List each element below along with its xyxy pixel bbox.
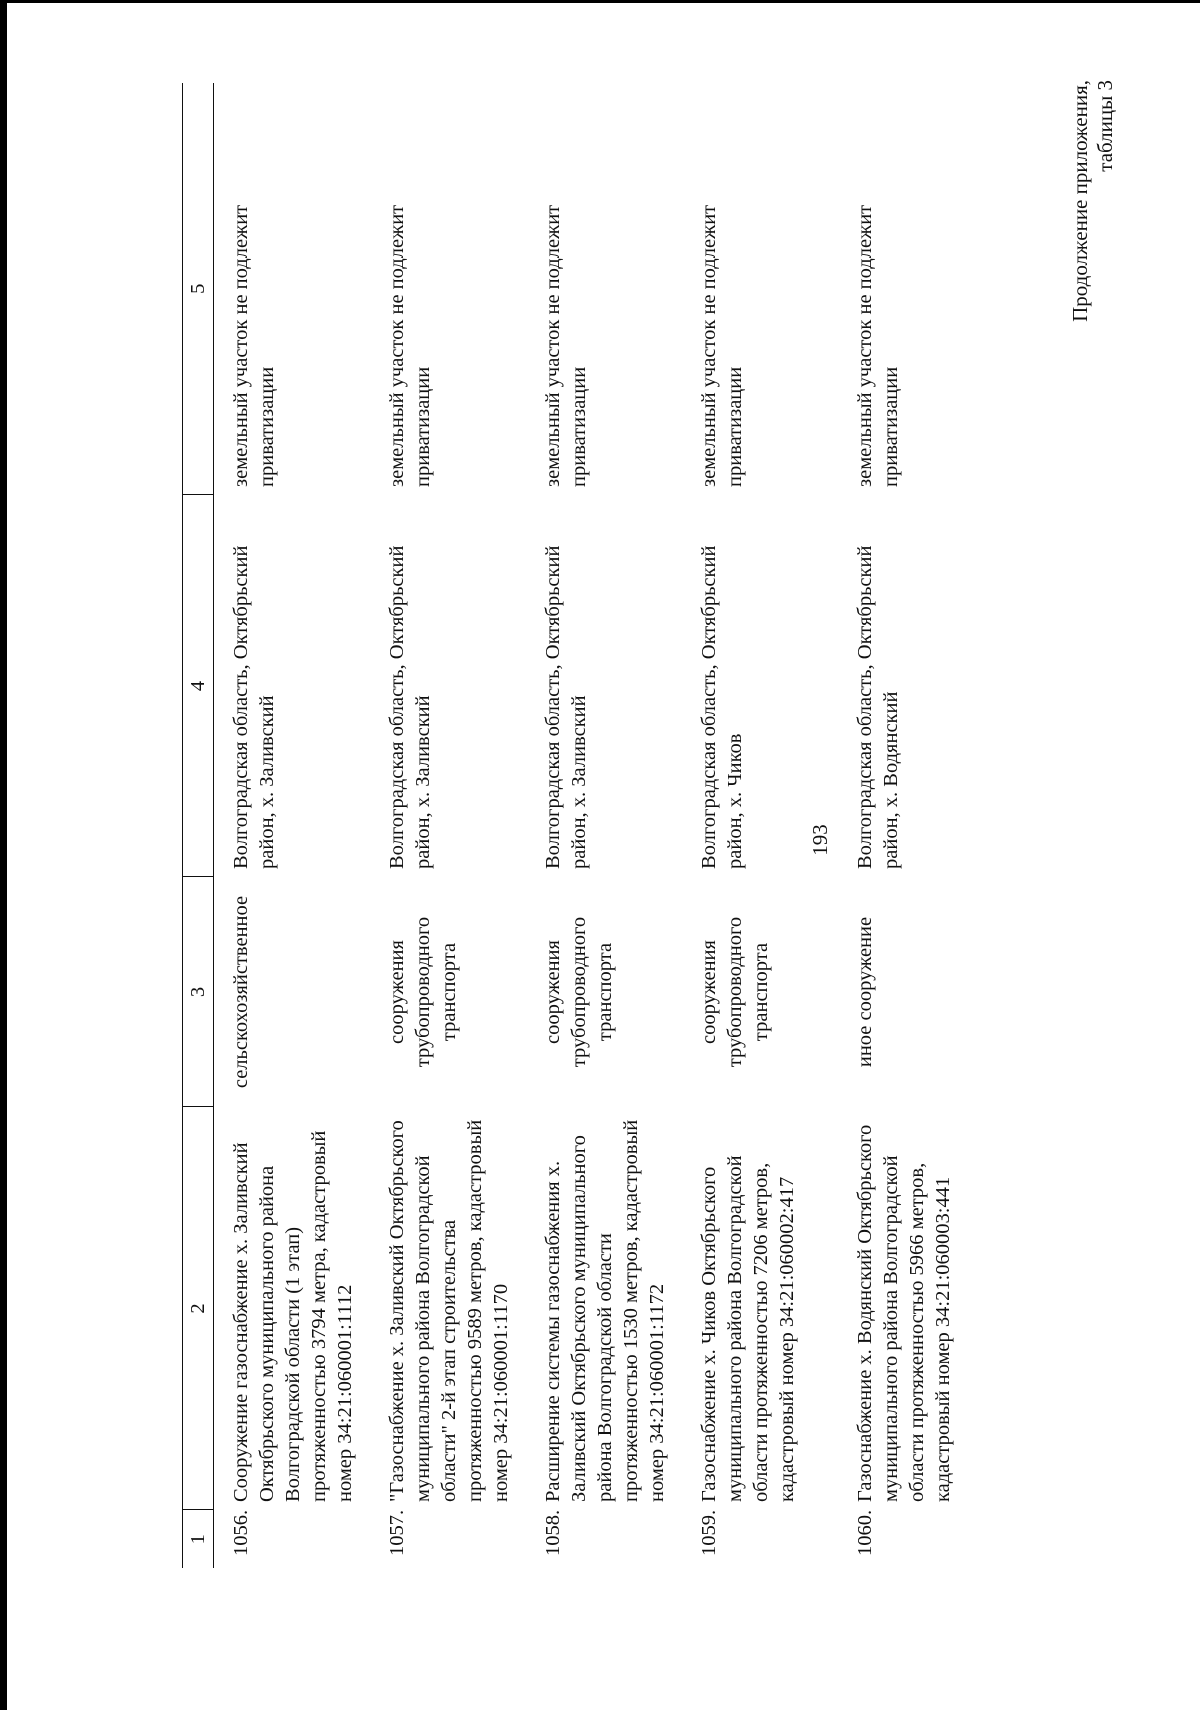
row-number: 1060. (854, 1509, 876, 1556)
object-location: Волгоградская область, Октябрьский район, х. Заливский (542, 545, 590, 869)
row-number: 1057. (386, 1509, 408, 1556)
object-purpose: сооружения трубопроводного транспорта (542, 916, 616, 1068)
table-row (838, 83, 972, 1568)
object-name: Сооружение газоснабжение х. Заливский Октябрьского муниципального района Волгоградской области (1 этап) протяженностью 3794 метра, кадастровый номер 34:21:060001:1112 (230, 1130, 356, 1502)
object-name: Расширение системы газоснабжения х. Заливский Октябрьского муниципального района Волгоградской области протяженностью 1530 метров, кадастровый номер 34:21:060001:1172 (542, 1119, 668, 1502)
continuation-line-2: таблицы 3 (1093, 80, 1117, 172)
object-note: земельный участок не подлежит приватизации (230, 204, 278, 487)
table-row (214, 83, 371, 1568)
object-purpose: иное сооружение (854, 916, 876, 1068)
row-number: 1059. (698, 1509, 720, 1556)
table-header-row (183, 83, 214, 1568)
row-number: 1058. (542, 1509, 564, 1556)
object-note: земельный участок не подлежит приватизации (542, 204, 590, 487)
object-purpose: сооружения трубопроводного транспорта (386, 916, 460, 1068)
object-name: Газоснабжение х. Чиков Октябрьского муниципального района Волгоградской области протяженностью 7206 метров, кадастровый номер 34:21:060002:417 (698, 1155, 798, 1502)
column-header-1: 1 (183, 1510, 214, 1568)
column-header-5: 5 (183, 83, 214, 495)
object-location: Волгоградская область, Октябрьский район, х. Заливский (386, 545, 434, 869)
column-header-2: 2 (183, 1107, 214, 1510)
table-row (370, 83, 526, 1568)
object-name: Газоснабжение х. Водянский Октябрьского муниципального района Волгоградской области протяженностью 5966 метров, кадастровый номер 34:21:060003:441 (854, 1124, 954, 1502)
object-name: "Газоснабжение х. Заливский Октябрьского муниципального района Волгоградской области" 2-й этап строительства протяженностью 9589 метров, кадастровый номер 34:21:060001:1170 (386, 1119, 512, 1502)
object-note: земельный участок не подлежит приватизации (854, 204, 902, 487)
object-location: Волгоградская область, Октябрьский район, х. Водянский (854, 545, 902, 869)
object-note: земельный участок не подлежит приватизации (698, 204, 746, 487)
column-header-3: 3 (183, 877, 214, 1107)
table-row (682, 83, 838, 1568)
object-note: земельный участок не подлежит приватизации (386, 204, 434, 487)
column-header-4: 4 (183, 495, 214, 877)
object-purpose: сельскохозяйственное (230, 895, 252, 1089)
object-location: Волгоградская область, Октябрьский район, х. Заливский (230, 545, 278, 869)
continuation-caption (1068, 80, 1118, 410)
table-row (526, 83, 682, 1568)
page-number: 193 (808, 824, 832, 856)
object-purpose: сооружения трубопроводного транспорта (698, 916, 772, 1068)
row-number: 1056. (230, 1509, 252, 1556)
object-location: Волгоградская область, Октябрьский район, х. Чиков (698, 545, 746, 869)
property-table (182, 83, 972, 1568)
continuation-line-1: Продолжение приложения, (1068, 80, 1092, 322)
